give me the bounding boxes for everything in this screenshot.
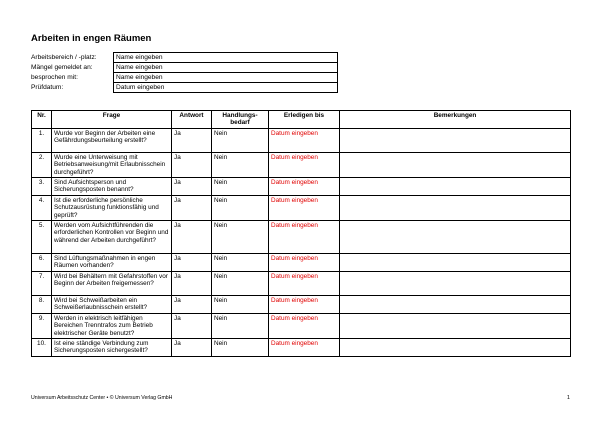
question-cell: Wird bei Behältern mit Gefahrstoffen vor Beginn der Arbeiten freigemessen? <box>52 271 172 295</box>
action-required-field[interactable]: Nein <box>212 338 269 356</box>
question-cell: Ist die erforderliche persönliche Schutzausrüstung funktionsfähig und geprüft? <box>52 195 172 220</box>
question-cell: Wird bei Schweißarbeiten ein Schweißerlaubnisschein erstellt? <box>52 295 172 313</box>
row-number: 3. <box>32 178 52 196</box>
due-date-field[interactable]: Datum eingeben <box>269 254 340 272</box>
question-cell: Ist eine ständige Verbindung zum Sicherungsposten sichergestellt? <box>52 338 172 356</box>
answer-field[interactable]: Ja <box>172 271 212 295</box>
info-row-besprochen <box>31 73 338 83</box>
remarks-field[interactable] <box>340 128 571 152</box>
table-row <box>32 313 571 338</box>
row-number: 10. <box>32 338 52 356</box>
table-row <box>32 295 571 313</box>
action-required-field[interactable]: Nein <box>212 295 269 313</box>
due-date-field[interactable]: Datum eingeben <box>269 313 340 338</box>
answer-field[interactable]: Ja <box>172 254 212 272</box>
row-number: 7. <box>32 271 52 295</box>
header-bemerkungen: Bemerkungen <box>340 111 571 129</box>
row-number: 8. <box>32 295 52 313</box>
question-cell: Sind Aufsichtsperson und Sicherungsposten benannt? <box>52 178 172 196</box>
remarks-field[interactable] <box>340 254 571 272</box>
answer-field[interactable]: Ja <box>172 128 212 152</box>
remarks-field[interactable] <box>340 313 571 338</box>
row-number: 4. <box>32 195 52 220</box>
answer-field[interactable]: Ja <box>172 221 212 254</box>
info-label: Mängel gemeldet an: <box>31 64 93 71</box>
remarks-field[interactable] <box>340 152 571 177</box>
due-date-field[interactable]: Datum eingeben <box>269 295 340 313</box>
info-row-arbeitsbereich <box>31 53 338 63</box>
action-required-field[interactable]: Nein <box>212 152 269 177</box>
question-cell: Werden in elektrisch leitfähigen Bereichen Trenntrafos zum Betrieb elektrischer Geräte benutzt? <box>52 313 172 338</box>
header-erledigen-bis: Erledigen bis <box>269 111 340 129</box>
checklist-table <box>31 110 571 357</box>
question-cell: Sind Lüftungsmaßnahmen in engen Räumen vorhanden? <box>52 254 172 272</box>
table-row <box>32 271 571 295</box>
row-number: 5. <box>32 221 52 254</box>
table-body <box>32 128 571 356</box>
info-label: Arbeitsbereich / -platz: <box>31 54 97 61</box>
action-required-field[interactable]: Nein <box>212 254 269 272</box>
header-nr: Nr. <box>32 111 52 129</box>
question-cell: Werden vom Aufsichtführenden die erforderlichen Kontrollen vor Beginn und während der Arbeiten durchgeführt? <box>52 221 172 254</box>
table-row <box>32 254 571 272</box>
header-antwort: Antwort <box>172 111 212 129</box>
remarks-field[interactable] <box>340 338 571 356</box>
info-row-maengel <box>31 63 338 73</box>
due-date-field[interactable]: Datum eingeben <box>269 152 340 177</box>
action-required-field[interactable]: Nein <box>212 271 269 295</box>
table-row <box>32 221 571 254</box>
question-cell: Wurde eine Unterweisung mit Betriebsanweisung/mit Erlaubnisschein durchgeführt? <box>52 152 172 177</box>
info-row-pruefdatum <box>31 83 338 93</box>
due-date-field[interactable]: Datum eingeben <box>269 221 340 254</box>
info-field-maengel[interactable]: Name eingeben <box>114 63 338 73</box>
row-number: 9. <box>32 313 52 338</box>
due-date-field[interactable]: Datum eingeben <box>269 178 340 196</box>
header-frage: Frage <box>52 111 172 129</box>
table-header-row <box>32 111 571 129</box>
answer-field[interactable]: Ja <box>172 338 212 356</box>
due-date-field[interactable]: Datum eingeben <box>269 128 340 152</box>
answer-field[interactable]: Ja <box>172 313 212 338</box>
table-row <box>32 338 571 356</box>
table-row <box>32 152 571 177</box>
due-date-field[interactable]: Datum eingeben <box>269 271 340 295</box>
answer-field[interactable]: Ja <box>172 152 212 177</box>
answer-field[interactable]: Ja <box>172 195 212 220</box>
header-handlungsbedarf: Handlungs-bedarf <box>212 111 269 129</box>
row-number: 6. <box>32 254 52 272</box>
info-field-pruefdatum[interactable]: Datum eingeben <box>114 83 338 93</box>
action-required-field[interactable]: Nein <box>212 128 269 152</box>
remarks-field[interactable] <box>340 221 571 254</box>
remarks-field[interactable] <box>340 295 571 313</box>
table-row <box>32 128 571 152</box>
table-row <box>32 178 571 196</box>
info-field-arbeitsbereich[interactable]: Name eingeben <box>114 53 338 63</box>
page-title: Arbeiten in engen Räumen <box>31 33 152 44</box>
info-label: Prüfdatum: <box>31 84 64 91</box>
action-required-field[interactable]: Nein <box>212 221 269 254</box>
remarks-field[interactable] <box>340 271 571 295</box>
row-number: 2. <box>32 152 52 177</box>
action-required-field[interactable]: Nein <box>212 178 269 196</box>
footer-text: Universum Arbeitsschutz Center • © Universum Verlag GmbH <box>31 395 173 401</box>
due-date-field[interactable]: Datum eingeben <box>269 338 340 356</box>
answer-field[interactable]: Ja <box>172 178 212 196</box>
page-number: 1 <box>566 395 570 401</box>
action-required-field[interactable]: Nein <box>212 195 269 220</box>
due-date-field[interactable]: Datum eingeben <box>269 195 340 220</box>
remarks-field[interactable] <box>340 178 571 196</box>
info-field-besprochen[interactable]: Name eingeben <box>114 73 338 83</box>
info-label: besprochen mit: <box>31 74 78 81</box>
row-number: 1. <box>32 128 52 152</box>
table-row <box>32 195 571 220</box>
answer-field[interactable]: Ja <box>172 295 212 313</box>
question-cell: Wurde vor Beginn der Arbeiten eine Gefährdungsbeurteilung erstellt? <box>52 128 172 152</box>
info-table <box>31 52 338 93</box>
action-required-field[interactable]: Nein <box>212 313 269 338</box>
remarks-field[interactable] <box>340 195 571 220</box>
